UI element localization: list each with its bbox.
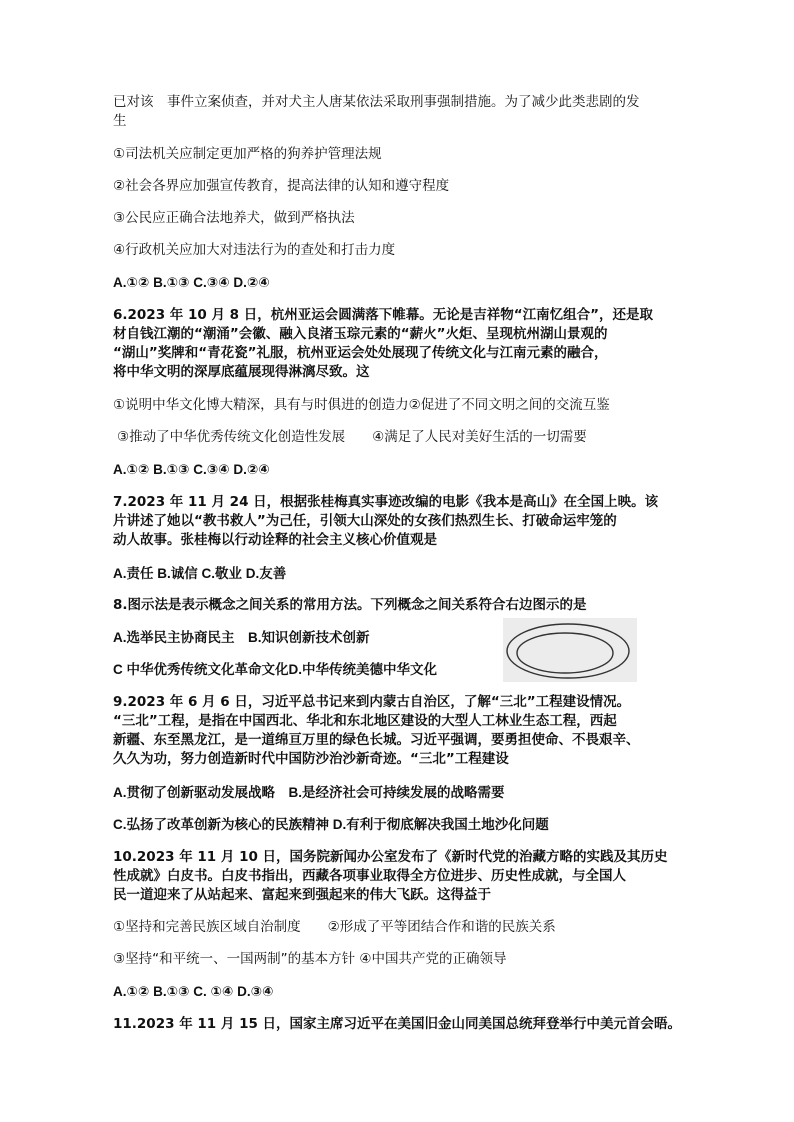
q7-text-line-3: 动人故事。张桂梅以行动诠释的社会主义核心价值观是	[113, 532, 437, 548]
q6-statements-1-2: ①说明中华文化博大精深，具有与时俱进的创造力②促进了不同文明之间的交流互鉴	[113, 397, 610, 413]
q10-text-line-1: 10.2023 年 11 月 10 日，国务院新闻办公室发布了《新时代党的治藏方略的实践及其历史	[113, 849, 668, 865]
q5-statement-1: ①司法机关应制定更加严格的狗养护管理法规	[113, 146, 382, 162]
q10-text-line-3: 民一道迎来了从站起来、富起来到强起来的伟大飞跃。这得益于	[113, 887, 491, 903]
q6-text-line-3: “湖山”奖牌和“青花瓷”礼服，杭州亚运会处处展现了传统文化与江南元素的融合，	[113, 345, 608, 361]
q5-statement-4: ④行政机关应加大对违法行为的查处和打击力度	[113, 242, 396, 258]
q5-options: A.①② B.①③ C.③④ D.②④	[113, 275, 270, 290]
q10-statements-3-4: ③坚持“和平统一、一国两制”的基本方针 ④中国共产党的正确领导	[113, 951, 507, 967]
q7-text-line-2: 片讲述了她以“教书救人”为己任，引领大山深处的女孩们热烈生长、打破命运牢笼的	[113, 513, 617, 529]
q10-text-line-2: 性成就》白皮书。白皮书指出，西藏各项事业取得全方位进步、历史性成就，与全国人	[113, 868, 626, 884]
q5-statement-2: ②社会各界应加强宣传教育，提高法律的认知和遵守程度	[113, 178, 450, 194]
q8-options-c-d: C 中华优秀传统文化革命文化D.中华传统美德中华文化	[113, 662, 437, 677]
q8-text: 8.图示法是表示概念之间关系的常用方法。下列概念之间关系符合右边图示的是	[113, 597, 587, 613]
q6-options: A.①② B.①③ C.③④ D.②④	[113, 462, 270, 477]
q7-text-line-1: 7.2023 年 11 月 24 日，根据张桂梅真实事迹改编的电影《我本是高山》在全国上映。该	[113, 494, 659, 510]
q9-options-c-d: C.弘扬了改革创新为核心的民族精神 D.有利于彻底解决我国土地沙化问题	[113, 817, 549, 832]
q6-text-line-2: 材自钱江潮的“潮涌”会徽、融入良渚玉琮元素的“薪火”火炬、呈现杭州湖山景观的	[113, 326, 608, 342]
q6-text-line-4: 将中华文明的深厚底蕴展现得淋漓尽致。这	[113, 364, 370, 380]
q5-statement-3: ③公民应正确合法地养犬，做到严格执法	[113, 210, 355, 226]
q11-text-line-1: 11.2023 年 11 月 15 日，国家主席习近平在美国旧金山同美国总统拜登举行中美元首会晤。	[113, 1016, 682, 1032]
nested-ellipses-diagram	[503, 618, 637, 682]
q9-text-line-3: 新疆、东至黑龙江，是一道绵亘万里的绿色长城。习近平强调，要勇担使命、不畏艰辛、	[113, 732, 640, 748]
q5-text-line-2: 生	[113, 113, 127, 129]
q10-statements-1-2: ①坚持和完善民族区域自治制度 ②形成了平等团结合作和谐的民族关系	[113, 919, 556, 935]
q9-text-line-4: 久久为功，努力创造新时代中国防沙治沙新奇迹。“三北”工程建设	[113, 751, 509, 767]
q6-statements-3-4: ③推动了中华优秀传统文化创造性发展 ④满足了人民对美好生活的一切需要	[117, 429, 587, 445]
q9-text-line-1: 9.2023 年 6 月 6 日，习近平总书记来到内蒙古自治区，了解“三北”工程建设情况。	[113, 694, 631, 710]
q9-text-line-2: “三北”工程，是指在中国西北、华北和东北地区建设的大型人工林业生态工程，西起	[113, 713, 617, 729]
q6-text-line-1: 6.2023 年 10 月 8 日，杭州亚运会圆满落下帷幕。无论是吉祥物“江南忆组合”，还是取	[113, 307, 654, 323]
q7-options: A.责任 B.诚信 C.敬业 D.友善	[113, 566, 287, 581]
q10-options: A.①② B.①③ C. ①④ D.③④	[113, 984, 274, 999]
q8-options-a-b: A.选举民主协商民主 B.知识创新技术创新	[113, 630, 370, 645]
q9-options-a-b: A.贯彻了创新驱动发展战略 B.是经济社会可持续发展的战略需要	[113, 785, 505, 800]
q5-text-line-1: 已对该 事件立案侦查，并对犬主人唐某依法采取刑事强制措施。为了减少此类悲剧的发	[113, 94, 640, 110]
